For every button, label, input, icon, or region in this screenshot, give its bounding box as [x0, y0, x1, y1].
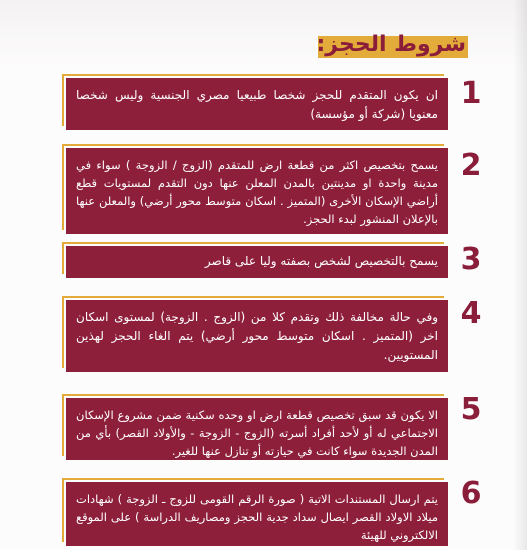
- page-title-text: شروط الحجز:: [316, 32, 466, 57]
- condition-item-5: [0, 390, 527, 460]
- condition-number: 1: [460, 76, 482, 111]
- condition-number: 5: [460, 392, 482, 427]
- condition-text: يتم ارسال المستندات الاتية ( صورة الرقم القومى للزوج ـ الزوجة ) شهادات ميلاد الاولاد القصر ايصال سداد جدية الحجز ومصاريف الدراسة ) على الموقع الالكتروني للهيئة: [76, 492, 438, 542]
- condition-item-4: [0, 294, 527, 378]
- page-edge-shadow: [513, 0, 527, 550]
- condition-text: ان يكون المتقدم للحجز شخصا طبيعيا مصري الجنسية وليس شخصا معنويا (شركة أو مؤسسة): [76, 88, 438, 121]
- condition-item-3: [0, 240, 527, 284]
- condition-item-2: [0, 140, 527, 240]
- page-title: [300, 30, 470, 60]
- condition-text: وفي حالة مخالفة ذلك وتقدم كلا من (الزوج . الزوجة) لمستوى اسكان اخر (المتميز . اسكان متوسط محور أرضي) يتم الغاء الحجز لهذين المستويين.: [76, 310, 438, 362]
- condition-card: [66, 482, 448, 546]
- condition-text: الا يكون قد سبق تخصيص قطعة ارض او وحده سكنية ضمن مشروع الإسكان الاجتماعي له أو لأحد أفراد أسرته (الزوج - الزوجة - والأولاد القصر) بأي من المدن الجديدة سواء كانت في حيازته أو تنازل عنها للغير.: [76, 408, 438, 458]
- condition-text: يسمح بالتخصيص لشخص بصفته وليا على قاصر: [204, 254, 438, 268]
- condition-number: 3: [460, 242, 482, 277]
- condition-text: يسمح بتخصيص اكثر من قطعة ارض للمتقدم (الزوج / الزوجة ) سواء في مدينة واحدة او مدينتين بالمدن المعلن عنها دون التقدم لمستويات قطع أراضي الإسكان الأخرى (المتميز . اسكان متوسط محور أرضي) والمعلن عنها بالإعلان المنشور لبدء الحجز.: [76, 158, 438, 226]
- condition-card: [66, 246, 448, 278]
- condition-card: [66, 148, 448, 234]
- condition-number: 2: [460, 148, 482, 183]
- condition-number: 6: [460, 476, 482, 511]
- condition-item-6: [0, 474, 527, 546]
- condition-number: 4: [460, 296, 482, 331]
- condition-card: [66, 78, 448, 130]
- condition-item-1: [0, 72, 527, 136]
- condition-card: [66, 300, 448, 372]
- condition-card: [66, 398, 448, 460]
